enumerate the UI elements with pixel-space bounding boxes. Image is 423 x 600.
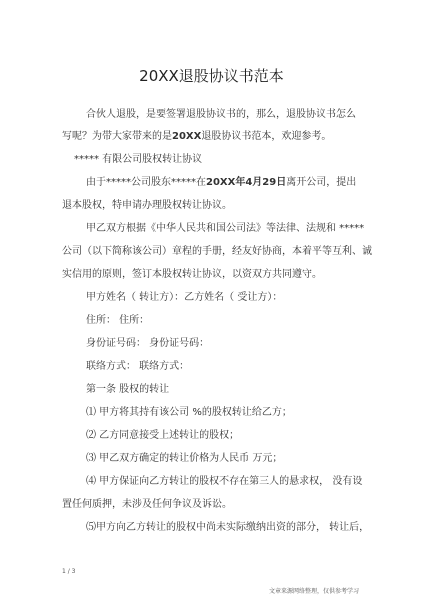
article-1-item-4-line-2: 置任何质押，未涉及任何争议及诉讼。: [62, 499, 232, 510]
intro-line-2-text-a: 写呢？为带大家带来的是: [62, 131, 172, 142]
article-1-item-2: ⑵ 乙方同意接受上述转让的股权；: [86, 430, 240, 441]
paragraph-2-line-3: 实信用的原则，签订本股权转让协议，以资双方共同遵守。: [62, 269, 322, 280]
article-1-item-4-line-1: ⑷ 甲方保证向乙方转让的股权不存在第三人的悬求权， 没有设: [86, 476, 363, 487]
article-1-item-1: ⑴ 甲方将其持有该公司 %的股权转让给乙方；: [86, 407, 292, 418]
paragraph-2-line-2: 公司（以下简称该公司）章程的手册，经友好协商，本着平等互利、诚: [62, 246, 372, 257]
intro-line-2: [62, 130, 331, 144]
party-names-line: 甲方姓名（ 转让方）：乙方姓名（ 受让方）：: [86, 292, 283, 303]
paragraph-1-line-1: [86, 176, 356, 190]
source-note: 文章来源网络整理，仅供参考学习: [268, 588, 359, 595]
article-1-item-5: ⑸甲方向乙方转让的股权中尚未实际缴纳出资的部分， 转让后，: [86, 522, 370, 533]
intro-line-1: 合伙人退股，是要签署退股协议书的，那么，退股协议书怎么: [86, 109, 356, 120]
paragraph-1-text-b: 离开公司，提出: [286, 177, 357, 188]
address-line: 住所： 住所：: [86, 315, 150, 326]
paragraph-1-text-a: 由于*****公司股东*****在: [86, 177, 206, 188]
paragraph-1-date: 20XX年4月29日: [206, 177, 287, 188]
article-1-item-3: ⑶ 甲乙双方确定的转让价格为人民币 万元；: [86, 453, 283, 464]
article-1-heading: 第一条 股权的转让: [86, 384, 170, 395]
contact-line: 联络方式： 联络方式：: [86, 361, 190, 372]
id-number-line: 身份证号码： 身份证号码：: [86, 338, 210, 349]
paragraph-2-line-1: 甲乙双方根据《中华人民共和国公司法》等法律、法规和 *****: [86, 223, 365, 234]
page-number: 1 / 3: [62, 568, 76, 575]
intro-line-2-bold: 20XX: [172, 131, 202, 142]
company-heading: ***** 有限公司股权转让协议: [74, 154, 203, 165]
document-title: 20XX退股协议书范本: [139, 67, 284, 85]
paragraph-1-line-2: 退本股权，特申请办理股权转让协议。: [62, 200, 232, 211]
intro-line-2-text-b: 退股协议书范本，欢迎参考。: [201, 131, 332, 142]
